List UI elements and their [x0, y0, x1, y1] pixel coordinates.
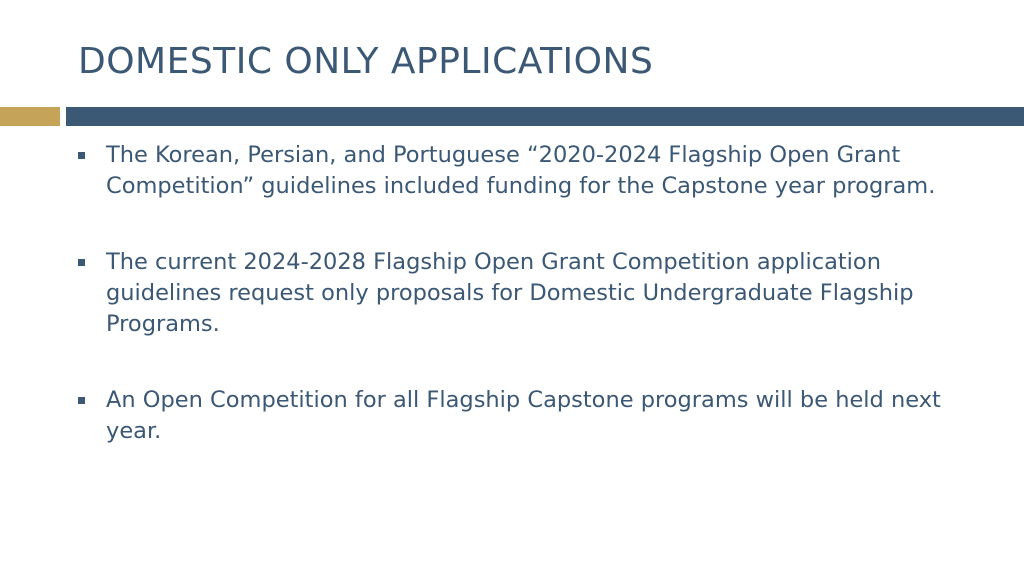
- bullet-item: [76, 385, 976, 447]
- bullet-list: [76, 140, 976, 492]
- slide-title: DOMESTIC ONLY APPLICATIONS: [78, 41, 654, 82]
- bullet-item: [76, 140, 976, 202]
- bullet-text: The Korean, Persian, and Portuguese “2020-2024 Flagship Open Grant Competition” guidelines included funding for the Capstone year program.: [106, 142, 936, 199]
- gold-accent-bar: [0, 107, 60, 126]
- navy-accent-bar: [66, 107, 1024, 126]
- bullet-text: An Open Competition for all Flagship Capstone programs will be held next year.: [106, 387, 941, 444]
- square-bullet-icon: [78, 397, 85, 404]
- bullet-text: The current 2024-2028 Flagship Open Grant Competition application guidelines request only proposals for Domestic Undergraduate Flagship Programs.: [106, 249, 914, 337]
- bullet-item: [76, 247, 976, 340]
- square-bullet-icon: [78, 152, 85, 159]
- square-bullet-icon: [78, 259, 85, 266]
